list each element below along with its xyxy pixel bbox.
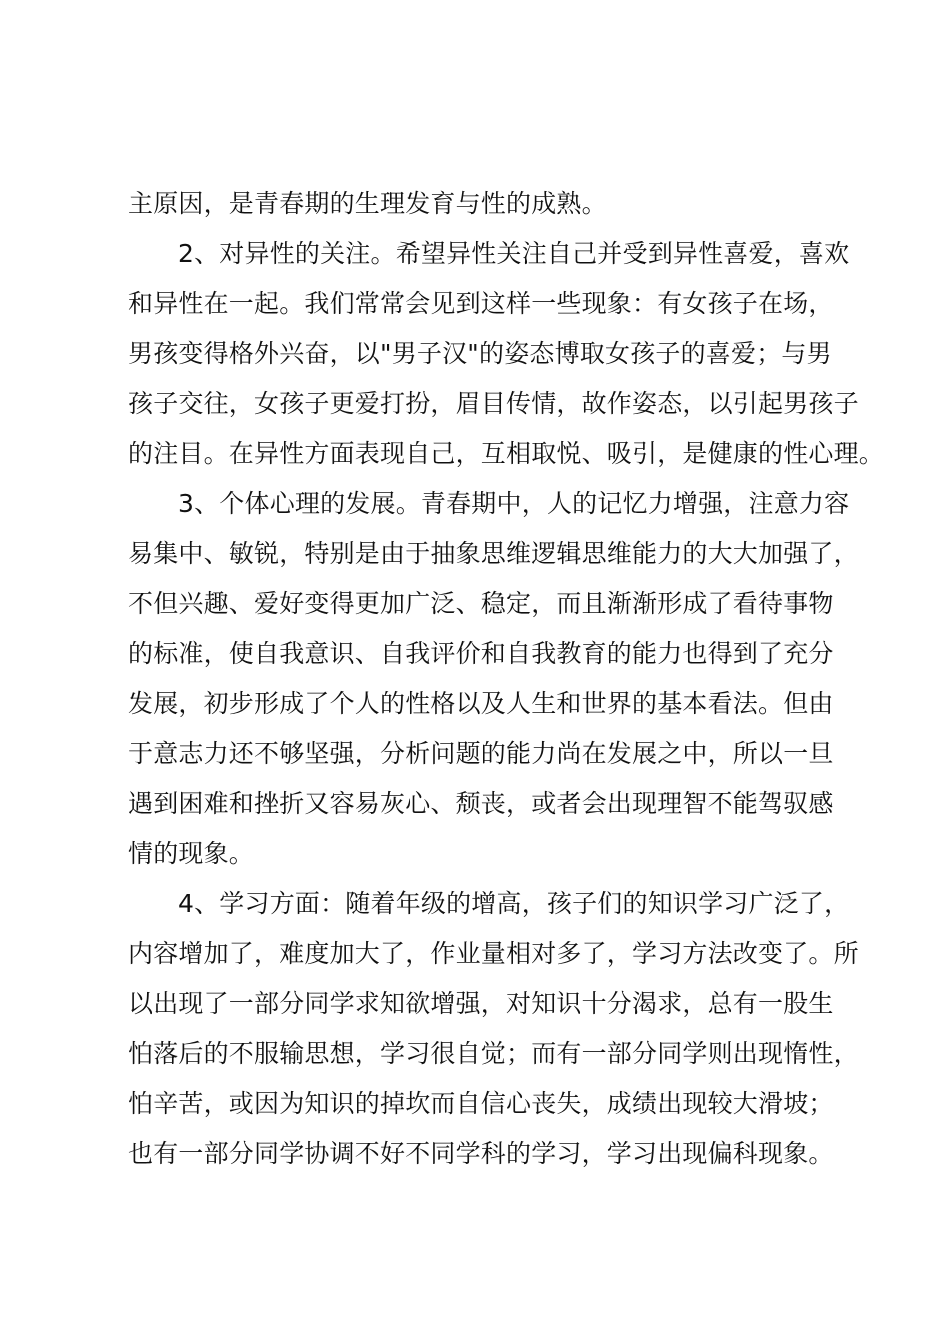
text-line-20: 也有一部分同学协调不好不同学科的学习，学习出现偏科现象。 — [128, 1139, 834, 1168]
text-line-3: 和异性在一起。我们常常会见到这样一些现象：有女孩子在场， — [128, 289, 834, 318]
text-line-16: 内容增加了，难度加大了，作业量相对多了，学习方法改变了。所 — [128, 939, 859, 968]
text-line-11: 发展，初步形成了个人的性格以及人生和世界的基本看法。但由 — [128, 689, 834, 718]
text-line-4: 男孩变得格外兴奋，以"男子汉"的姿态博取女孩子的喜爱；与男 — [128, 339, 832, 368]
text-line-6: 的注目。在异性方面表现自己，互相取悦、吸引，是健康的性心理。 — [128, 439, 885, 468]
text-line-1: 主原因，是青春期的生理发育与性的成熟。 — [128, 189, 607, 218]
text-line-18: 怕落后的不服输思想，学习很自觉；而有一部分同学则出现惰性， — [128, 1039, 859, 1068]
text-line-12: 于意志力还不够坚强，分析问题的能力尚在发展之中，所以一旦 — [128, 739, 834, 768]
text-line-17: 以出现了一部分同学求知欲增强，对知识十分渴求，总有一股生 — [128, 989, 834, 1018]
paragraph-3-heading-line: 3、个体心理的发展。青春期中，人的记忆力增强，注意力容 — [178, 489, 850, 518]
text-line-5: 孩子交往，女孩子更爱打扮，眉目传情，故作姿态，以引起男孩子 — [128, 389, 859, 418]
paragraph-2-heading-line: 2、对异性的关注。希望异性关注自己并受到异性喜爱，喜欢 — [178, 239, 850, 268]
text-line-14: 情的现象。 — [128, 839, 255, 868]
text-line-8: 易集中、敏锐，特别是由于抽象思维逻辑思维能力的大大加强了， — [128, 539, 859, 568]
text-line-10: 的标准，使自我意识、自我评价和自我教育的能力也得到了充分 — [128, 639, 834, 668]
text-line-19: 怕辛苦，或因为知识的掉坎而自信心丧失，成绩出现较大滑坡； — [128, 1089, 834, 1118]
text-line-13: 遇到困难和挫折又容易灰心、颓丧，或者会出现理智不能驾驭感 — [128, 789, 834, 818]
text-line-9: 不但兴趣、爱好变得更加广泛、稳定，而且渐渐形成了看待事物 — [128, 589, 834, 618]
paragraph-4-heading-line: 4、学习方面：随着年级的增高，孩子们的知识学习广泛了， — [178, 889, 850, 918]
